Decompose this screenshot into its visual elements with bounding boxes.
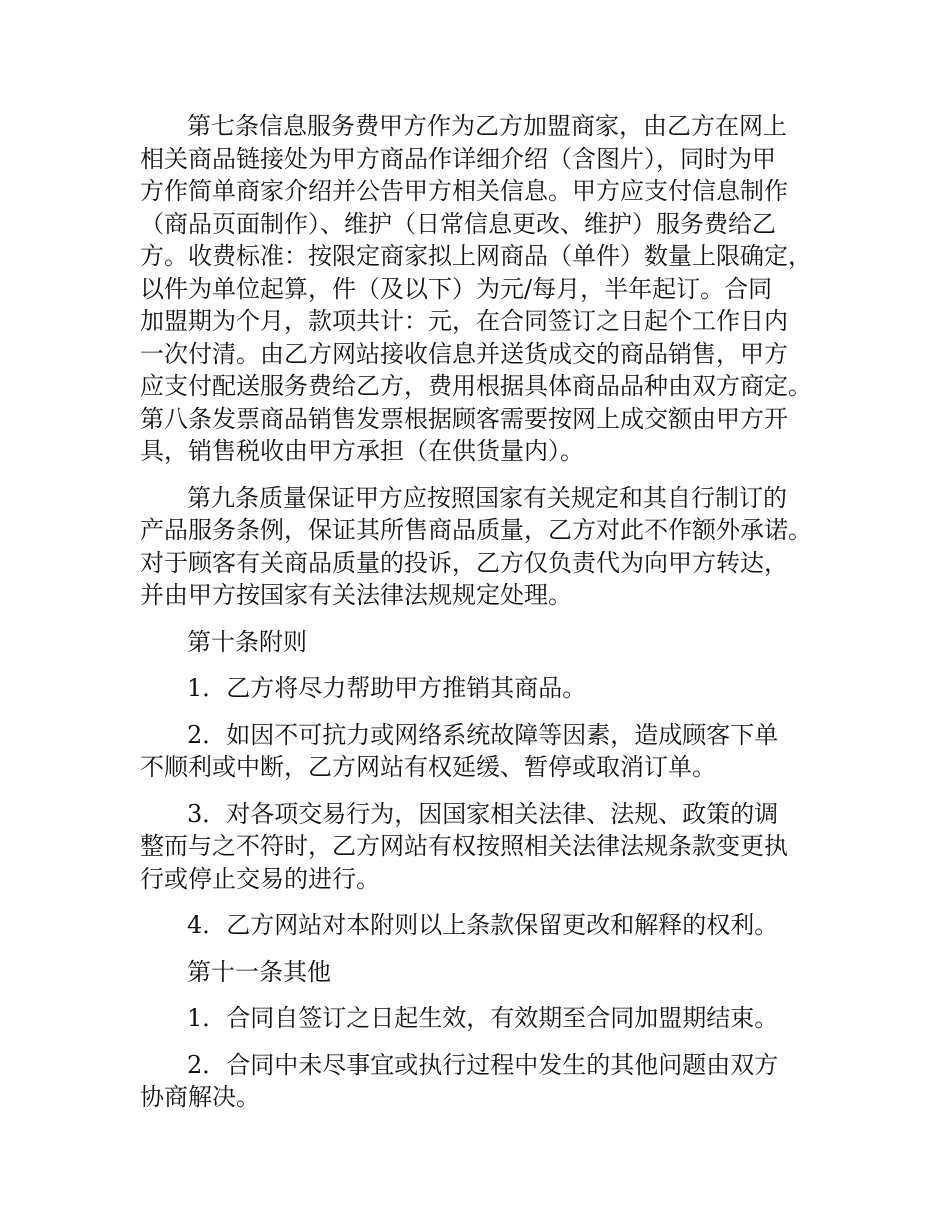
list-item-article-11-2 xyxy=(140,1049,830,1114)
text-line: 具，销售税收由甲方承担（在供货量内）。 xyxy=(140,437,584,465)
text-line: 第九条质量保证甲方应按照国家有关规定和其自行制订的 xyxy=(187,483,787,512)
text-line: 并由甲方按国家有关法律法规规定处理。 xyxy=(140,581,572,609)
text-line: 产品服务条例，保证其所售商品质量，乙方对此不作额外承诺。 xyxy=(140,516,812,544)
text-line: 行或停止交易的进行。 xyxy=(140,864,380,893)
text-line: 2．如因不可抗力或网络系统故障等因素，造成顾客下单 xyxy=(187,720,779,749)
list-item-article-10-1 xyxy=(140,672,830,705)
list-item-article-10-3 xyxy=(140,798,830,896)
document-body xyxy=(140,110,830,1114)
text-line: 整而与之不符时，乙方网站有权按照相关法律法规条款变更执 xyxy=(140,832,788,860)
heading-article-10 xyxy=(140,626,830,659)
paragraph-article-9 xyxy=(140,482,830,612)
text-line: 相关商品链接处为甲方商品作详细介绍（含图片），同时为甲 xyxy=(140,144,776,173)
text-line: 第八条发票商品销售发票根据顾客需要按网上成交额由甲方开 xyxy=(140,404,788,433)
paragraph-article-7 xyxy=(140,110,830,468)
text-line: 方作简单商家介绍并公告甲方相关信息。甲方应支付信息制作 xyxy=(140,177,788,205)
text-line: 1．乙方将尽力帮助甲方推销其商品。 xyxy=(187,674,587,702)
text-line: 方。收费标准：按限定商家拟上网商品（单件）数量上限确定， xyxy=(140,242,812,270)
text-line: 1．合同自签订之日起生效，有效期至合同加盟期结束。 xyxy=(187,1004,779,1032)
text-line: （商品页面制作）、维护（日常信息更改、维护）服务费给乙 xyxy=(140,209,776,238)
text-line: 第十条附则 xyxy=(187,627,307,656)
text-line: 加盟期为个月，款项共计：元，在合同签订之日起个工作日内 xyxy=(140,307,788,335)
text-line: 不顺利或中断，乙方网站有权延缓、暂停或取消订单。 xyxy=(140,753,716,781)
heading-article-11 xyxy=(140,956,830,989)
text-line: 3．对各项交易行为，因国家相关法律、法规、政策的调 xyxy=(187,799,779,828)
text-line: 一次付清。由乙方网站接收信息并送货成交的商品销售，甲方 xyxy=(140,339,788,368)
text-line: 以件为单位起算，件（及以下）为元/每月，半年起订。合同 xyxy=(140,274,773,303)
text-line: 协商解决。 xyxy=(140,1083,260,1111)
list-item-article-11-1 xyxy=(140,1002,830,1035)
text-line: 4．乙方网站对本附则以上条款保留更改和解释的权利。 xyxy=(187,911,779,939)
text-line: 对于顾客有关商品质量的投诉，乙方仅负责代为向甲方转达， xyxy=(140,548,788,577)
list-item-article-10-2 xyxy=(140,719,830,784)
list-item-article-10-4 xyxy=(140,909,830,942)
text-line: 2．合同中未尽事宜或执行过程中发生的其他问题由双方 xyxy=(187,1050,779,1079)
text-line: 第十一条其他 xyxy=(187,957,331,986)
text-line: 第七条信息服务费甲方作为乙方加盟商家，由乙方在网上 xyxy=(187,112,787,140)
text-line: 应支付配送服务费给乙方，费用根据具体商品品种由双方商定。 xyxy=(140,372,812,400)
